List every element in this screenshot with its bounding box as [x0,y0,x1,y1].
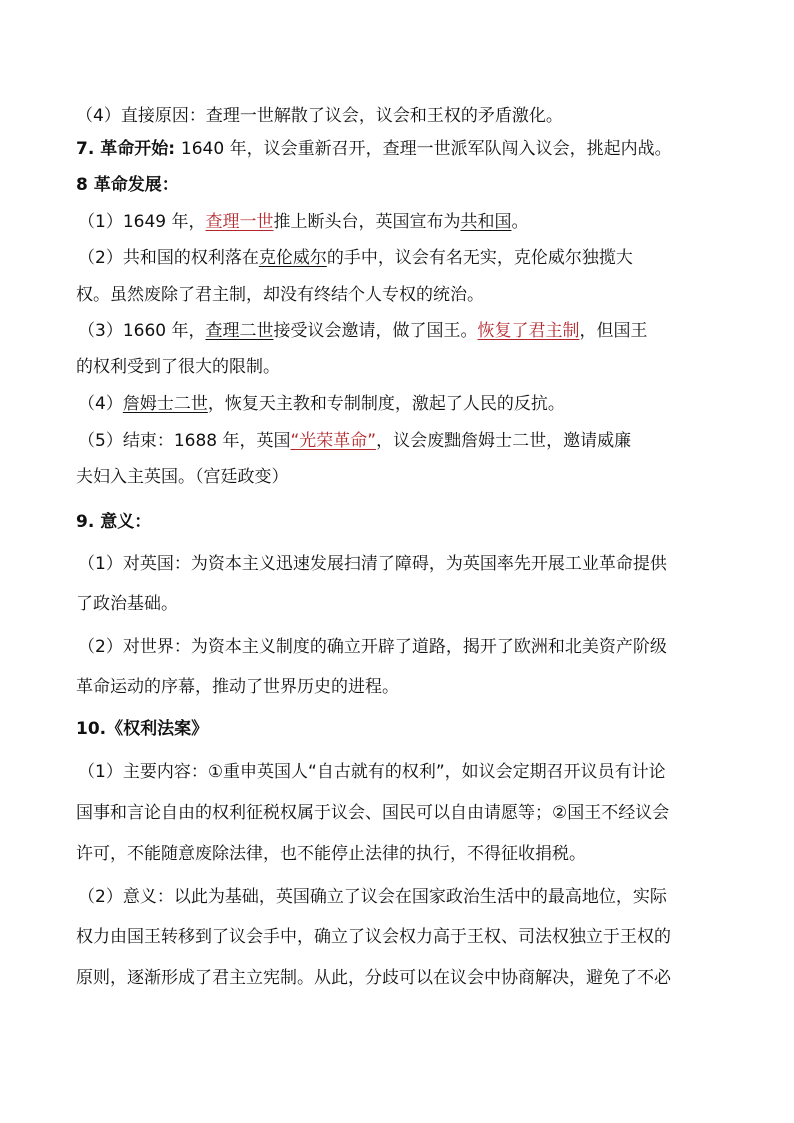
bill-content-2: 国事和言论自由的权利征税权属于议会、国民可以自由请愿等；②国王不经议会 [76,803,670,823]
keyword-charles-ii: 查理二世 [205,321,274,341]
bill-significance-1: （2）意义：以此为基础，英国确立了议会在国家政治生活中的最高地位，实际 [78,887,667,907]
development-2: （2）共和国的权利落在克伦威尔的手中，议会有名无实，克伦威尔独揽大 [78,248,633,268]
development-5: （5）结束：1688 年，英国“光荣革命”，议会废黜詹姆士二世，邀请威廉 [78,431,632,451]
development-2-cont: 权。虽然废除了君主制，却没有终结个人专权的统治。 [76,285,484,305]
bill-content-1: （1）主要内容：①重申英国人“自古就有的权利”，如议会定期召开议员有计论 [78,762,666,782]
keyword-cromwell: 克伦威尔 [258,248,327,268]
significance-world: （2）对世界：为资本主义制度的确立开辟了道路，揭开了欧洲和北美资产阶级 [78,637,667,657]
highlight-charles-i: 查理一世 [205,212,274,232]
bill-significance-3: 原则，逐渐形成了君主立宪制。从此，分歧可以在议会中协商解决，避免了不必 [76,968,671,988]
development-3-cont: 的权利受到了很大的限制。 [76,357,280,377]
significance-world-cont: 革命运动的序幕，推动了世界历史的进程。 [76,677,399,697]
heading-significance: 9. 意义： [76,512,152,532]
heading-bill-of-rights: 10.《权利法案》 [76,719,209,739]
development-1: （1）1649 年，查理一世推上断头台，英国宣布为共和国。 [78,212,529,232]
highlight-monarchy-restored: 恢复了君主制 [477,321,580,341]
development-3: （3）1660 年，查理二世接受议会邀请，做了国王。恢复了君主制，但国王 [78,321,648,341]
heading-revolution-development: 8 革命发展： [76,175,179,195]
cause-direct: （4）直接原因：查理一世解散了议会，议会和王权的矛盾激化。 [76,106,563,126]
keyword-james-ii: 詹姆士二世 [122,394,208,414]
highlight-glorious-revolution: “光荣革命” [290,431,377,451]
significance-england-cont: 了政治基础。 [76,594,178,614]
development-5-cont: 夫妇入主英国。（宫廷政变） [76,467,289,487]
heading-revolution-start: 7. 革命开始: [76,139,181,159]
bill-significance-2: 权力由国王转移到了议会手中，确立了议会权力高于王权、司法权独立于王权的 [76,927,671,947]
bill-content-3: 许可，不能随意废除法律，也不能停止法律的执行，不得征收捐税。 [76,844,586,864]
development-4: （4）詹姆士二世，恢复天主教和专制制度，激起了人民的反抗。 [78,394,565,414]
significance-england: （1）对英国：为资本主义迅速发展扫清了障碍，为英国率先开展工业革命提供 [78,554,667,574]
revolution-start: 7. 革命开始: 1640 年，议会重新召开，查理一世派军队闯入议会，挑起内战。 [76,139,672,159]
keyword-republic: 共和国 [460,212,512,232]
